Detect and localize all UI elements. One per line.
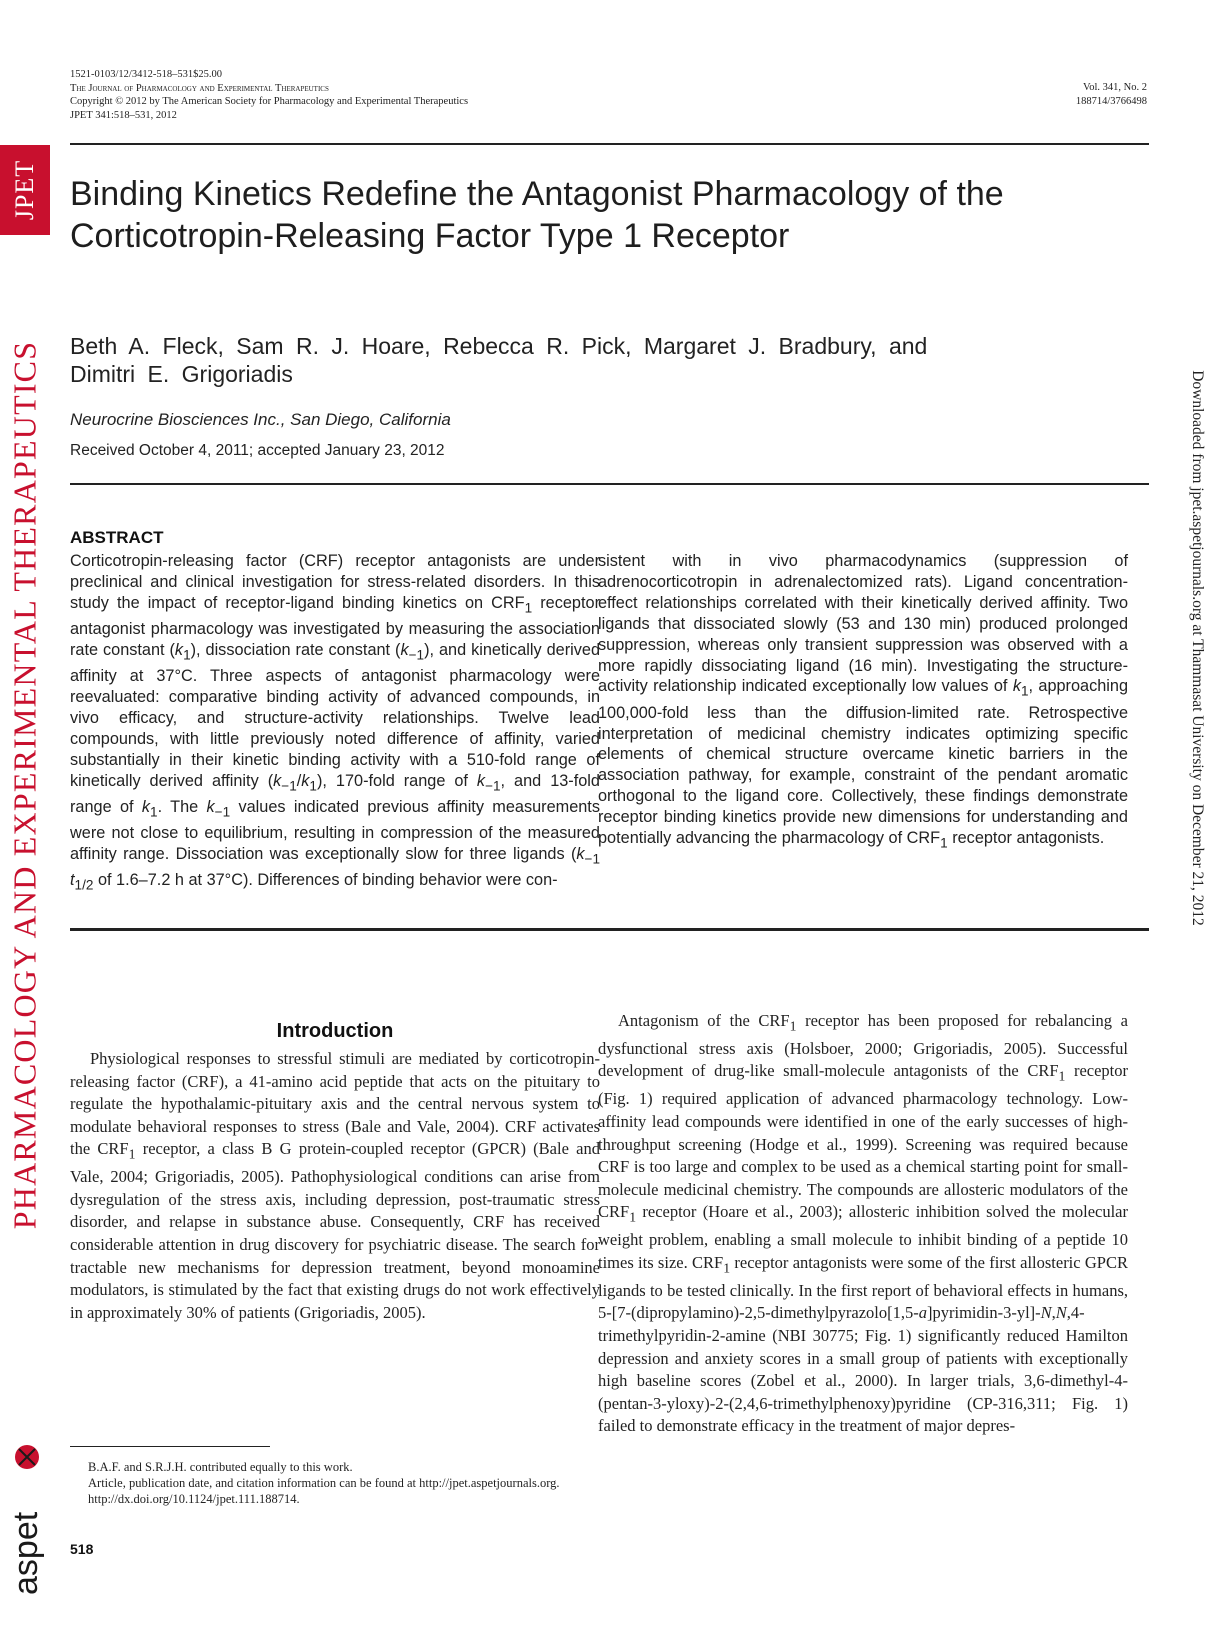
introduction-column-left: Physiological responses to stressful stimuli are mediated by corticotropin-releasing factor (CRF), a 41-amino acid peptide that acts on the pituitary to regulate the hypothalamic-pituitary axis and the central nervous system to modulate behavioral responses to stress (Bale and Vale, 2004). CRF activates the $CRF_1$ receptor, a class B G protein-coupled receptor (GPCR) (Bale and Vale, 2004; Grigoriadis, 2005). Pathophysiological conditions can arise from dysregulation of the stress axis, including depression, post-traumatic stress disorder, and relapse in substance abuse. Consequently, CRF has received considerable attention in drug discovery for psychiatric disease. The search for tractable new mechanisms for depression treatment, beyond monoamine modulators, is stimulated by the fact that existing drugs do not work effectively in approximately 30% of patients (Grigoriadis, 2005). <box>70 1049 600 1322</box>
footnote-doi[interactable]: http://dx.doi.org/10.1124/jpet.111.188714. <box>88 1492 300 1506</box>
volume-line: Vol. 341, No. 2 <box>1083 82 1147 93</box>
author-list: Beth A. Fleck, Sam R. J. Hoare, Rebecca R. Pick, Margaret J. Bradbury, and Dimitri E. Grigoriadis <box>70 333 928 387</box>
abstract-top-rule <box>70 483 1149 485</box>
footnote-contribution: B.A.F. and S.R.J.H. contributed equally to this work. <box>88 1460 353 1474</box>
aspet-logo <box>0 1445 50 1605</box>
abstract-column-right: sistent with in vivo pharmacodynamics (suppression of adrenocorticotropin in adrenalectomized rats). Ligand concentration-effect relationships correlated with their kinetically derived affinity. Two ligands that dissociated slowly (53 and 130 min) produced prolonged suppression, whereas only transient suppression was observed with a more rapidly dissociating ligand (16 min). Investigating the structure-activity relationship indicated exceptionally low values of $k_1$, approaching 100,000-fold less than the diffusion-limited rate. Retrospective interpretation of medicinal chemistry indicates optimizing specific elements of chemical structure overcame kinetic barriers in the association pathway, for example, constraint of the pendant aromatic orthogonal to the ligand core. Collectively, these findings demonstrate receptor binding kinetics provide new dimensions for understanding and potentially advancing the pharmacology of $CRF_1$ receptor antagonists. <box>598 552 1129 851</box>
volume-info <box>1076 81 1147 108</box>
journal-header <box>70 68 468 122</box>
page-number: 518 <box>70 1541 94 1557</box>
affiliation: Neurocrine Biosciences Inc., San Diego, California <box>70 410 451 429</box>
citation-line: JPET 341:518–531, 2012 <box>70 109 177 121</box>
received-dates: Received October 4, 2011; accepted January 23, 2012 <box>70 442 445 459</box>
footnotes <box>70 1459 600 1507</box>
copyright-line: Copyright © 2012 by The American Society for Pharmacology and Experimental Therapeutics <box>70 96 469 107</box>
download-note: Downloaded from jpet.aspetjournals.org at Thammasat University on December 21, 2012 <box>1189 370 1206 926</box>
aspet-logo-text: aspet <box>7 1511 45 1595</box>
abstract-heading: ABSTRACT <box>70 528 164 547</box>
article-title: Binding Kinetics Redefine the Antagonist Pharmacology of the Corticotropin-Releasing Factor Type 1 Receptor <box>70 175 1004 255</box>
footnote-publication: Article, publication date, and citation information can be found at http://jpet.aspetjournals.org. <box>88 1476 560 1490</box>
journal-name-vertical: PHARMACOLOGY AND EXPERIMENTAL THERAPEUTICS <box>6 340 43 1230</box>
journal-line: The Journal of Pharmacology and Experimental Therapeutics <box>70 82 329 94</box>
issn-line: 1521-0103/12/3412-518–531$25.00 <box>70 69 222 80</box>
jpet-label: JPET <box>10 159 39 221</box>
header-rule <box>70 143 1149 145</box>
abstract-column-left: Corticotropin-releasing factor (CRF) receptor antagonists are under preclinical and clinical investigation for stress-related disorders. In this study the impact of receptor-ligand binding kinetics on $CRF_1$ receptor antagonist pharmacology was investigated by measuring the association rate constant $(k_1)$, dissociation rate constant $(k_{-1})$, and kinetically derived affinity at 37°C. Three aspects of antagonist pharmacology were reevaluated: comparative binding activity of advanced compounds, in vivo efficacy, and structure-activity relationships. Twelve lead compounds, with little previously noted difference of affinity, varied substantially in their kinetic binding activity with a 510-fold range of kinetically derived affinity $(k_{-1}/k_1)$, 170-fold range of $k_{-1}$, and 13-fold range of $k_1$. The $k_{-1}$ values indicated previous affinity measurements were not close to equilibrium, resulting in compression of the measured affinity range. Dissociation was exceptionally slow for three ligands ($k_{-1}$ $t_{1/2}$ of 1.6–7.2 h at 37°C). Differences of binding behavior were con- <box>70 552 600 893</box>
introduction-heading: Introduction <box>276 1020 394 1042</box>
article-id: 188714/3766498 <box>1075 95 1147 107</box>
jpet-badge <box>0 145 50 235</box>
aspet-logo-icon <box>0 1445 50 1605</box>
abstract-bottom-rule <box>70 928 1149 931</box>
introduction-column-right: Antagonism of the $CRF_1$ receptor has been proposed for rebalancing a dysfunctional stress axis (Holsboer, 2000; Grigoriadis, 2005). Successful development of drug-like small-molecule antagonists of the $CRF_1$ receptor (Fig. 1) required application of advanced pharmacology technology. Low-affinity lead compounds were identified in one of the early successes of high-throughput screening (Hodge et al., 1999). Screening was required because CRF is too large and complex to be used as a chemical starting point for small-molecule medicinal chemistry. The compounds are allosteric modulators of the $CRF_1$ receptor (Hoare et al., 2003); allosteric inhibition solved the molecular weight problem, enabling a small molecule to inhibit binding of a peptide 10 times its size. $CRF_1$ receptor antagonists were some of the first allosteric GPCR ligands to be tested clinically. In the first report of behavioral effects in humans, 5-[7-(dipropylamino)-2,5-dimethylpyrazolo[1,5-a]pyrimidin-3-yl]-N,N,4-trimethylpyridin-2-amine (NBI 30775; Fig. 1) significantly reduced Hamilton depression and anxiety scores in a small group of patients with exceptionally high baseline scores (Zobel et al., 2000). In larger trials, 3,6-dimethyl-4-(pentan-3-yloxy)-2-(2,4,6-trimethylphenoxy)pyridine (CP-316,311; Fig. 1) failed to demonstrate efficacy in the treatment of major depres- <box>598 1011 1129 1436</box>
journal-spine <box>0 145 50 1595</box>
footnote-rule <box>70 1446 270 1447</box>
